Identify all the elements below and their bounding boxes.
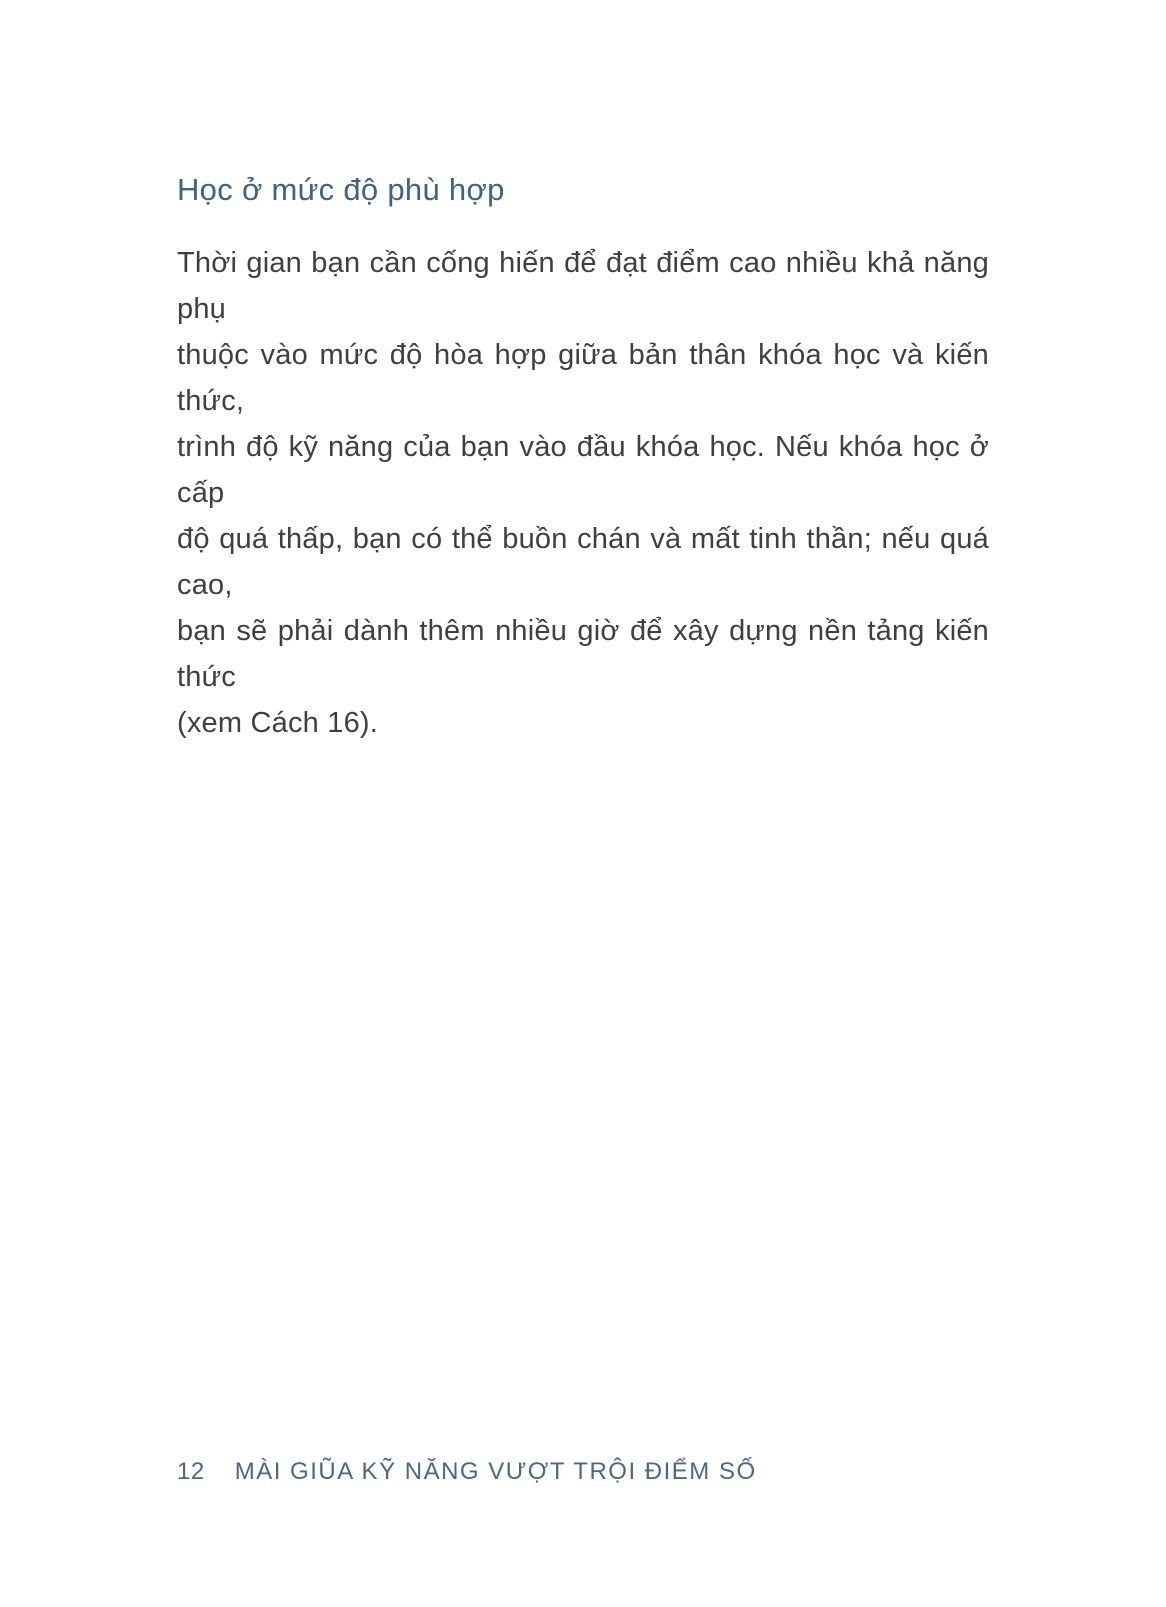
page-number: 12 [177, 1458, 205, 1485]
page-footer [177, 1458, 757, 1486]
text-line: Thời gian bạn cần cống hiến để đạt điểm cao nhiều khả năng phụ [177, 247, 989, 326]
text-line: bạn sẽ phải dành thêm nhiều giờ để xây dựng nền tảng kiến thức [177, 615, 989, 694]
text-line: độ quá thấp, bạn có thể buồn chán và mất tinh thần; nếu quá cao, [177, 523, 989, 602]
text-line: (xem Cách 16). [177, 707, 379, 740]
section-heading: Học ở mức độ phù hợp [177, 172, 505, 207]
text-line: trình độ kỹ năng của bạn vào đầu khóa học. Nếu khóa học ở cấp [177, 431, 989, 510]
body-paragraph [177, 240, 989, 746]
page-content [177, 170, 989, 746]
text-line: thuộc vào mức độ hòa hợp giữa bản thân khóa học và kiến thức, [177, 339, 989, 418]
running-title: MÀI GIŨA KỸ NĂNG VƯỢT TRỘI ĐIỂM SỐ [234, 1458, 757, 1485]
